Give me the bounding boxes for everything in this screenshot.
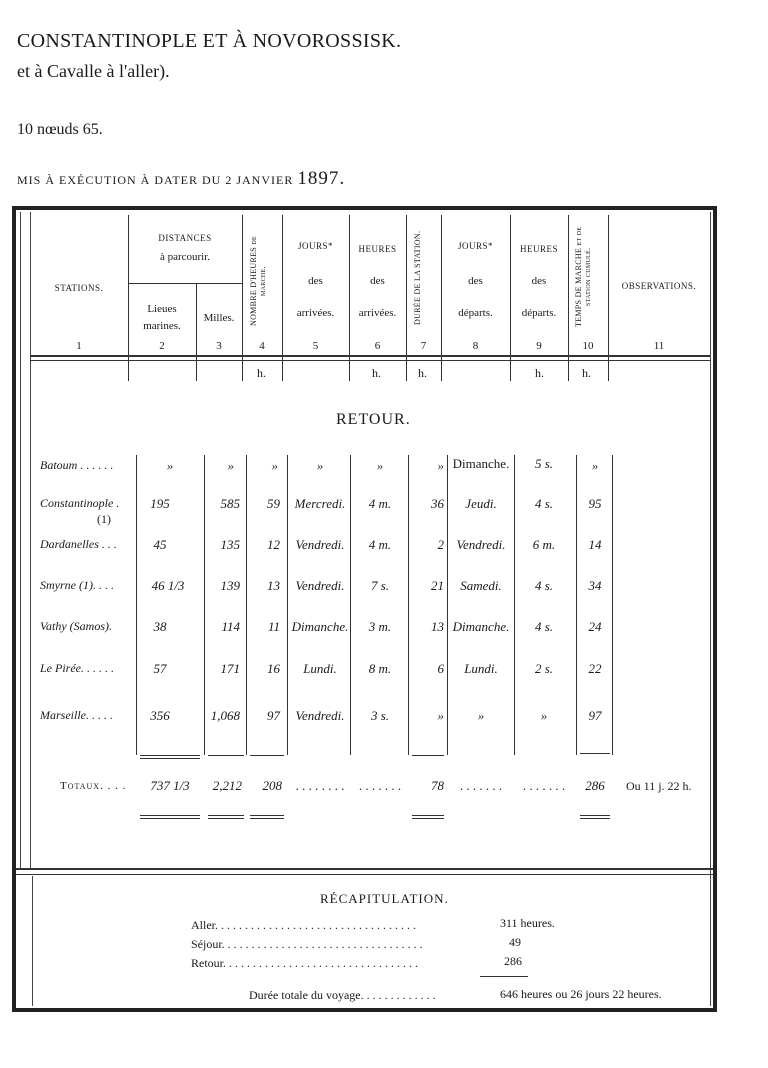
- col-number: 9: [536, 340, 542, 352]
- col-number: 8: [472, 340, 479, 352]
- total-jour-depart: . . . . . . .: [459, 778, 503, 793]
- cell-heure-depart: 4 s.: [534, 578, 554, 593]
- total-cumul: 286: [585, 778, 605, 793]
- header-nombre-heures: NOMBRE D'HEURES de marche.: [249, 236, 267, 326]
- column-rule: [514, 455, 515, 755]
- cell-milles: »: [227, 458, 234, 473]
- cell-lieues: 195: [150, 496, 170, 511]
- cell-jour-depart: Dimanche.: [452, 456, 510, 471]
- total-heures-marche: 208: [262, 778, 282, 793]
- totals-rule: [580, 753, 610, 754]
- cell-lieues: 46 1/3: [151, 578, 185, 593]
- total-duree: 78: [431, 778, 444, 793]
- recap-total-value: 646 heures ou 26 jours 22 heures.: [500, 987, 662, 1001]
- cell-cumul: 24: [588, 619, 602, 634]
- cell-heure-arrivee: 4 m.: [368, 496, 392, 511]
- col-number: 6: [374, 340, 381, 352]
- col-number: 5: [312, 340, 319, 352]
- totals-rule: [250, 818, 284, 819]
- cell-heures-marche: 16: [267, 661, 280, 676]
- column-rule: [608, 215, 609, 377]
- totals-rule: [250, 755, 284, 756]
- recap-separator: [16, 868, 713, 870]
- execution-date: [17, 168, 345, 190]
- page-subtitle: et à Cavalle à l'aller).: [17, 61, 170, 81]
- header-observations: OBSERVATIONS.: [621, 281, 697, 291]
- cell-jour-arrivee: »: [316, 458, 324, 473]
- column-rule: [350, 455, 351, 755]
- header-rule: [128, 283, 242, 284]
- header-jours-departs-2: des: [468, 275, 483, 287]
- cell-jour-depart: Jeudi.: [465, 496, 497, 511]
- execution-text: MIS À EXÉCUTION À DATER DU 2 JANVIER: [17, 173, 294, 187]
- cell-heures-marche: 97: [267, 708, 280, 723]
- frame-rule: [32, 876, 33, 1006]
- cell-jour-depart: »: [477, 708, 485, 723]
- cell-heure-arrivee: 8 m.: [368, 661, 392, 676]
- col-number: 1: [76, 340, 82, 352]
- header-jours-departs-1: JOURS*: [457, 241, 493, 251]
- cell-heure-depart: 5 s.: [534, 456, 554, 471]
- cell-heure-depart: 2 s.: [534, 661, 554, 676]
- column-rule: [128, 361, 129, 381]
- header-marines: marines.: [143, 320, 181, 332]
- unit-heures-arrivees: h.: [372, 366, 381, 380]
- recap-total-label: Durée totale du voyage. . . . . . . . . . . . .: [249, 988, 436, 1002]
- header-heures-departs-1: HEURES: [519, 244, 558, 254]
- total-lieues: 737 1/3: [150, 778, 190, 793]
- total-jour-arrivee: . . . . . . . .: [295, 778, 345, 793]
- frame-rule: [30, 212, 31, 868]
- table-row-station: Batoum . . . . . .: [40, 458, 114, 472]
- cell-heures-marche: 12: [267, 537, 280, 552]
- unit-duree: h.: [418, 366, 427, 380]
- cell-heure-arrivee: 3 m.: [368, 619, 392, 634]
- table-row-station: Dardanelles . . .: [40, 537, 117, 551]
- frame-rule: [710, 212, 711, 1006]
- cell-duree: 36: [431, 496, 444, 511]
- cell-duree: 2: [437, 537, 444, 552]
- recap-separator: [16, 874, 713, 875]
- cell-jour-arrivee: Lundi.: [303, 661, 337, 676]
- cell-heure-arrivee: »: [376, 458, 384, 473]
- column-rule: [287, 455, 288, 755]
- column-rule: [136, 455, 137, 755]
- recap-rule: [480, 976, 528, 977]
- cell-milles: 1,068: [210, 708, 240, 723]
- table-row-station-note: (1): [97, 512, 111, 526]
- cell-jour-depart: Samedi.: [460, 578, 502, 593]
- header-heures-departs-2: des: [531, 275, 547, 287]
- cell-jour-arrivee: Vendredi.: [295, 578, 345, 593]
- cell-milles: 139: [220, 578, 240, 593]
- column-rule: [612, 455, 613, 755]
- totals-rule: [412, 818, 444, 819]
- header-jours-arrivees-3: arrivées.: [296, 307, 335, 319]
- cell-milles: 171: [220, 661, 240, 676]
- column-rule: [196, 361, 197, 381]
- column-rule: [246, 455, 247, 755]
- cell-cumul: 22: [588, 661, 602, 676]
- col-number: 7: [420, 340, 427, 352]
- cell-heure-arrivee: 3 s.: [370, 708, 390, 723]
- header-jours-arrivees-1: JOURS*: [297, 241, 333, 251]
- total-milles: 2,212: [212, 778, 242, 793]
- totals-rule: [140, 818, 200, 819]
- header-jours-arrivees-2: des: [308, 275, 323, 287]
- totals-rule: [580, 815, 610, 816]
- totals-label: Totaux. . . .: [60, 780, 127, 792]
- cell-jour-depart: Lundi.: [464, 661, 498, 676]
- column-rule: [608, 361, 609, 381]
- column-rule: [441, 361, 442, 381]
- page-title: CONSTANTINOPLE ET À NOVOROSSISK.: [17, 30, 402, 52]
- cell-cumul: 95: [588, 496, 602, 511]
- col-number: 3: [216, 340, 222, 352]
- total-heure-depart: . . . . . . .: [522, 778, 566, 793]
- cell-jour-arrivee: Dimanche.: [291, 619, 349, 634]
- header-temps-marche: TEMPS DE MARCHE et de station cumulé.: [574, 226, 592, 328]
- column-rule: [406, 361, 407, 381]
- cell-heures-marche: 13: [267, 578, 280, 593]
- speed-note: 10 nœuds 65.: [17, 121, 103, 138]
- recap-value-retour: 286: [504, 954, 522, 968]
- cell-heure-depart: 6 m.: [532, 537, 556, 552]
- header-lieues: Lieues: [147, 303, 177, 315]
- cell-cumul: 14: [588, 537, 602, 552]
- totals-rule: [412, 815, 444, 816]
- recap-title: RÉCAPITULATION.: [320, 891, 449, 906]
- column-rule: [510, 361, 511, 381]
- totals-rule: [140, 758, 200, 759]
- header-a-parcourir: à parcourir.: [159, 251, 211, 263]
- header-stations: STATIONS.: [54, 283, 104, 293]
- recap-value-aller: 311 heures.: [500, 916, 555, 930]
- header-heures-arrivees-3: arrivées.: [358, 307, 397, 319]
- unit-cumul: h.: [582, 366, 591, 380]
- column-rule: [349, 215, 350, 377]
- column-rule: [510, 215, 511, 377]
- table-row-station: Constantinople .: [40, 496, 120, 510]
- col-number: 11: [653, 340, 665, 352]
- recap-label-sejour: Séjour. . . . . . . . . . . . . . . . . . . . . . . . . . . . . . . . . .: [191, 937, 423, 951]
- cell-heure-depart: »: [540, 708, 548, 723]
- table-row-station: Marseille. . . . .: [40, 708, 113, 722]
- cell-jour-depart: Dimanche.: [452, 619, 510, 634]
- frame-rule: [20, 212, 21, 868]
- cell-heure-depart: 4 s.: [534, 619, 554, 634]
- header-double-rule: [30, 355, 710, 357]
- cell-heure-arrivee: 4 m.: [368, 537, 392, 552]
- totals-rule: [412, 755, 444, 756]
- totals-rule: [208, 815, 244, 816]
- recap-label-retour: Retour. . . . . . . . . . . . . . . . . . . . . . . . . . . . . . . . .: [191, 956, 418, 970]
- column-rule: [576, 455, 577, 755]
- total-observation: Ou 11 j. 22 h.: [626, 779, 692, 793]
- unit-heures-marche: h.: [257, 366, 266, 380]
- totals-rule: [140, 755, 200, 756]
- recap-label-aller: Aller. . . . . . . . . . . . . . . . . . . . . . . . . . . . . . . . . .: [191, 918, 416, 932]
- cell-lieues: 57: [153, 661, 167, 676]
- col-number: 10: [582, 340, 594, 352]
- totals-rule: [250, 815, 284, 816]
- column-rule: [282, 361, 283, 381]
- cell-jour-depart: Vendredi.: [456, 537, 506, 552]
- totals-rule: [208, 755, 244, 756]
- recap-value-sejour: 49: [509, 935, 521, 949]
- section-title-retour: RETOUR.: [336, 411, 411, 428]
- cell-lieues: 356: [150, 708, 170, 723]
- column-rule: [408, 455, 409, 755]
- cell-duree: »: [437, 708, 444, 723]
- column-rule: [568, 361, 569, 381]
- cell-heures-marche: 59: [267, 496, 280, 511]
- cell-milles: 114: [221, 619, 240, 634]
- cell-milles: 135: [220, 537, 240, 552]
- header-duree-station: DURÉE DE LA STATION.: [413, 230, 422, 326]
- cell-duree: »: [437, 458, 444, 473]
- header-jours-departs-3: départs.: [458, 307, 493, 319]
- table-row-station: Smyrne (1). . . .: [40, 578, 114, 592]
- cell-cumul: 97: [588, 708, 602, 723]
- totals-rule: [208, 818, 244, 819]
- header-heures-departs-3: départs.: [521, 307, 557, 319]
- cell-heure-depart: 4 s.: [534, 496, 554, 511]
- header-heures-arrivees-2: des: [370, 275, 385, 287]
- column-rule: [406, 215, 407, 377]
- cell-duree: 21: [431, 578, 444, 593]
- col-number: 4: [259, 340, 265, 352]
- table-row-station: Vathy (Samos).: [40, 619, 112, 633]
- cell-cumul: »: [591, 458, 599, 473]
- cell-lieues: 45: [153, 537, 167, 552]
- cell-milles: 585: [220, 496, 240, 511]
- cell-lieues: »: [166, 458, 174, 473]
- column-rule: [568, 215, 569, 377]
- cell-lieues: 38: [153, 619, 167, 634]
- header-milles: Milles.: [203, 312, 235, 324]
- cell-jour-arrivee: Vendredi.: [295, 537, 345, 552]
- totals-rule: [580, 818, 610, 819]
- cell-heures-marche: 11: [267, 619, 280, 634]
- cell-jour-arrivee: Vendredi.: [295, 708, 345, 723]
- cell-duree: 13: [431, 619, 444, 634]
- cell-cumul: 34: [588, 578, 602, 593]
- cell-duree: 6: [437, 661, 444, 676]
- column-rule: [349, 361, 350, 381]
- cell-jour-arrivee: Mercredi.: [294, 496, 346, 511]
- header-distances: DISTANCES: [158, 233, 212, 243]
- col-number: 2: [159, 340, 165, 352]
- cell-heures-marche: »: [271, 458, 278, 473]
- total-heure-arrivee: . . . . . . .: [358, 778, 402, 793]
- unit-heures-departs: h.: [535, 366, 544, 380]
- table-row-station: Le Pirée. . . . . .: [40, 661, 114, 675]
- execution-year: 1897.: [297, 168, 346, 189]
- header-heures-arrivees-1: HEURES: [358, 244, 397, 254]
- column-rule: [242, 361, 243, 381]
- cell-heure-arrivee: 7 s.: [370, 578, 390, 593]
- totals-rule: [140, 815, 200, 816]
- column-rule: [242, 215, 243, 377]
